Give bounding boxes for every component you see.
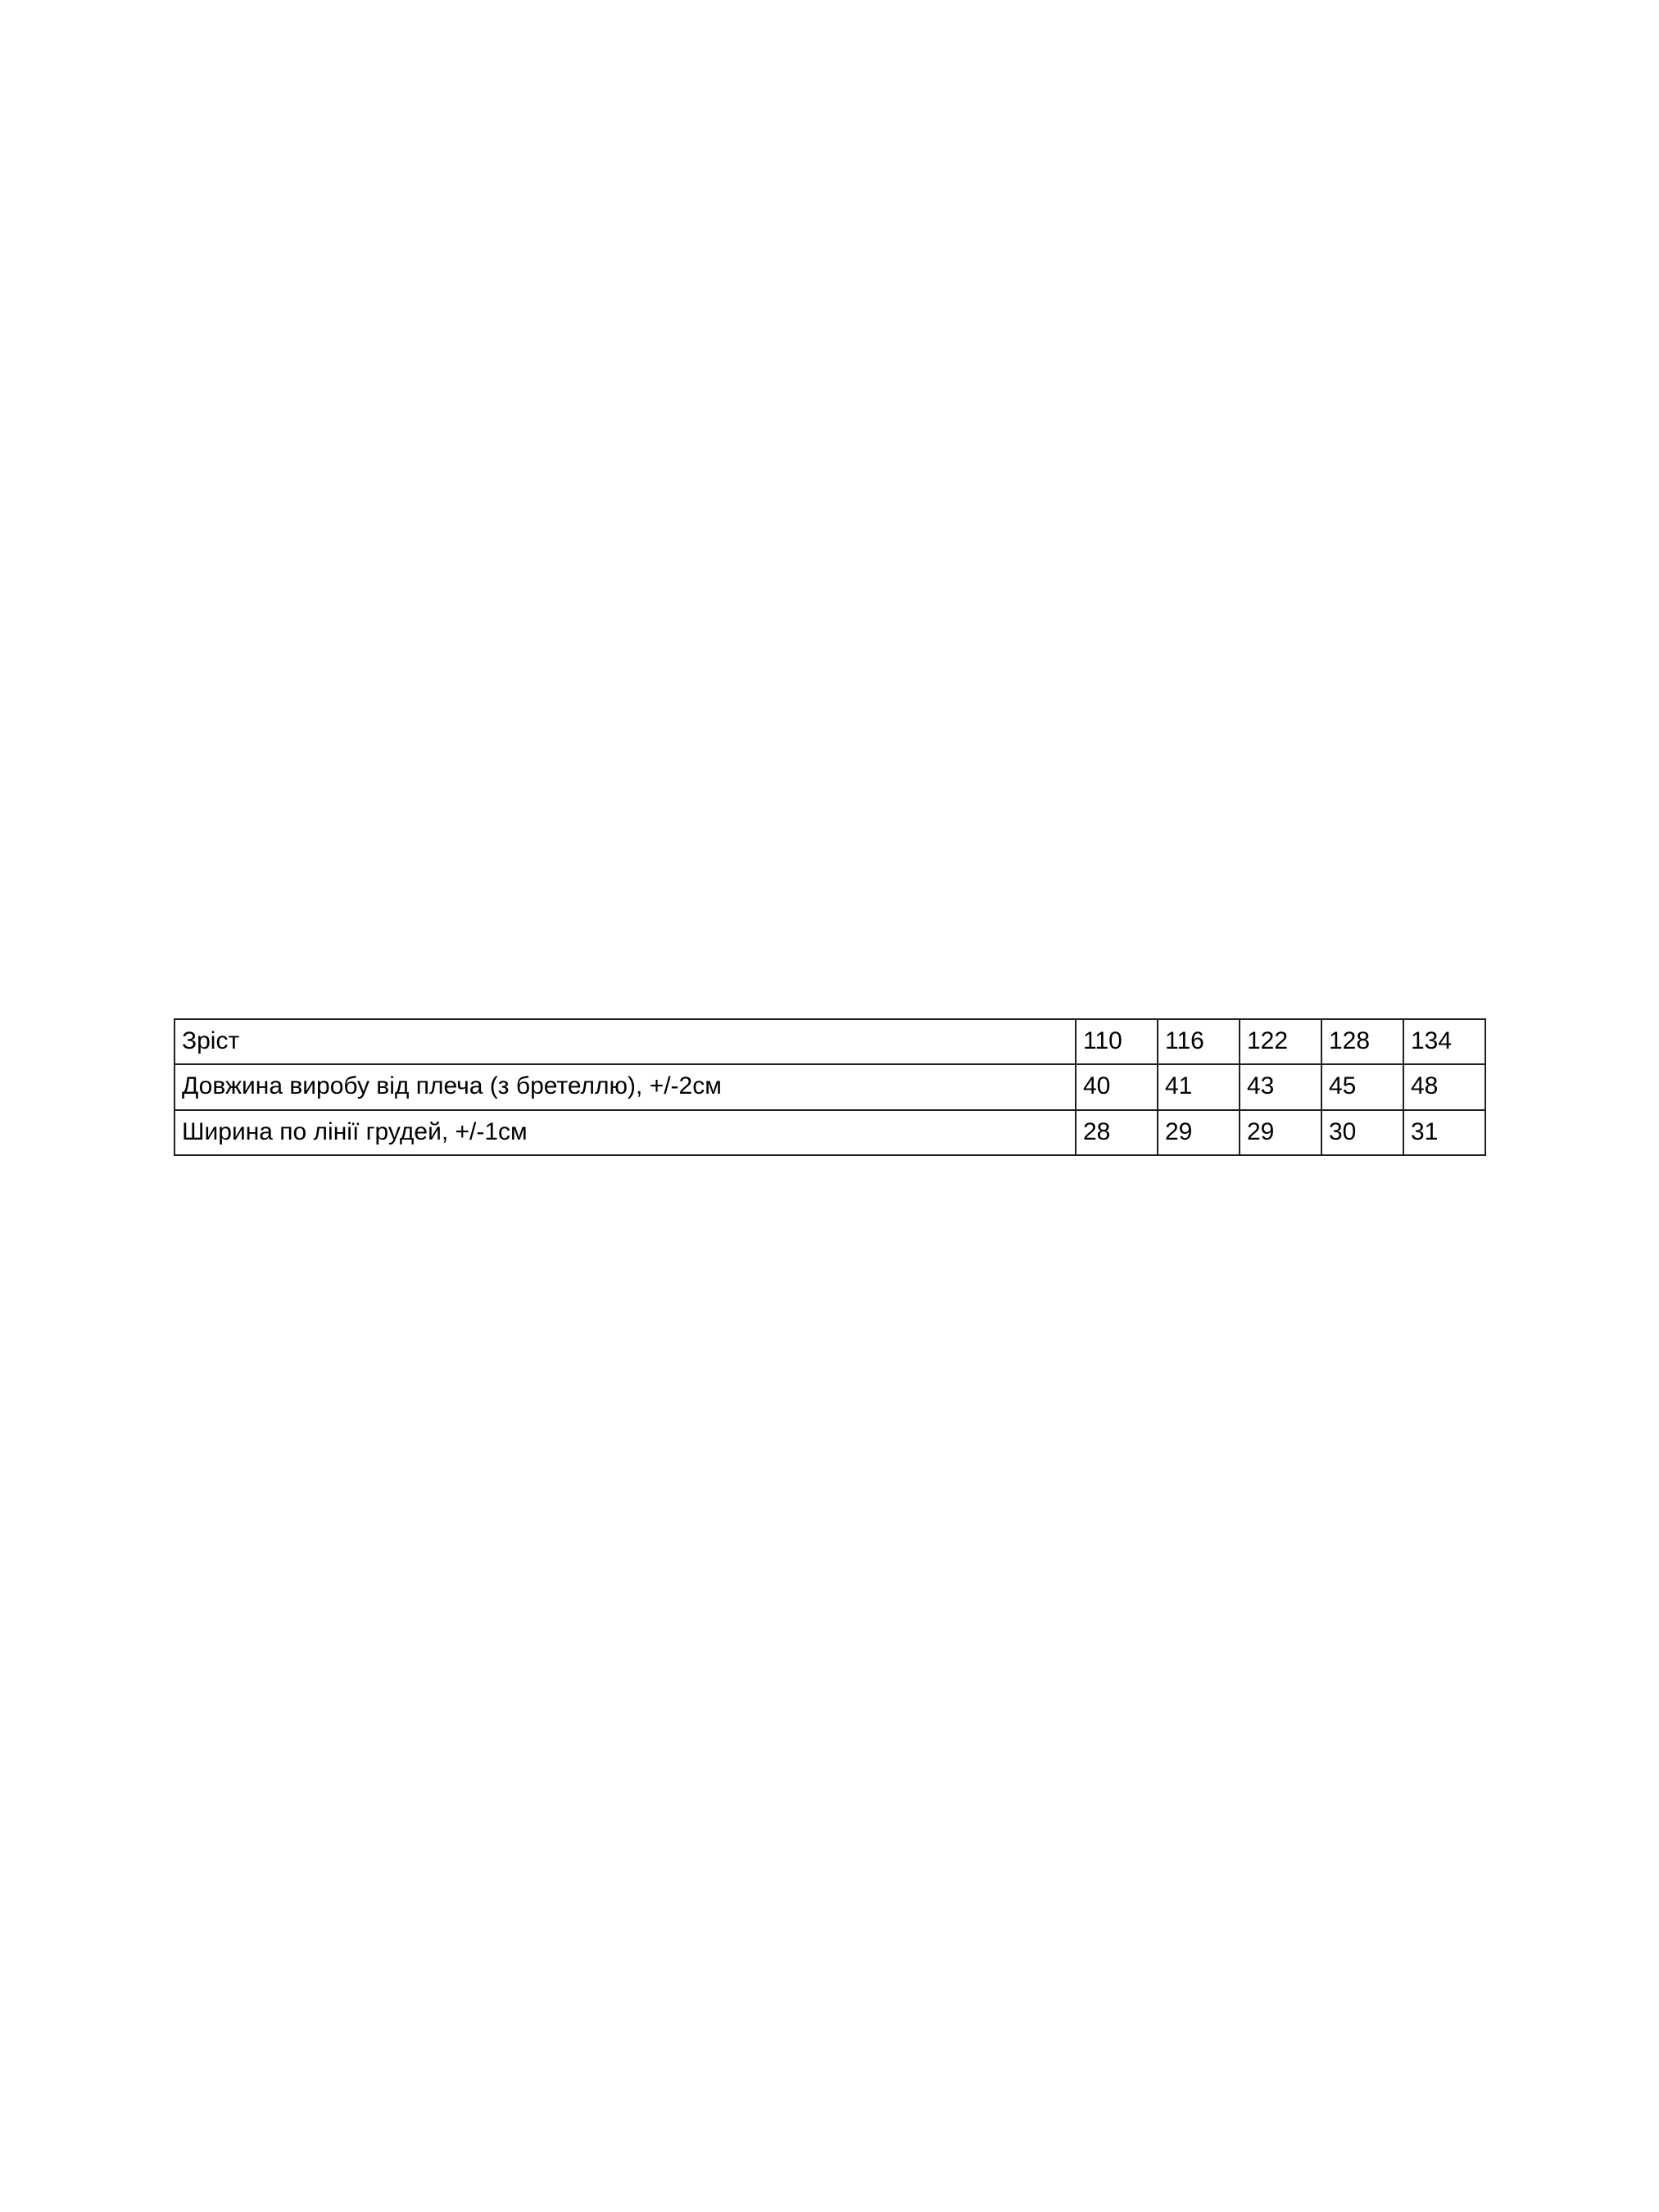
row-value: 110 (1076, 1019, 1158, 1064)
row-value: 43 (1240, 1064, 1321, 1109)
row-value: 116 (1158, 1019, 1240, 1064)
row-value: 29 (1158, 1110, 1240, 1155)
row-value: 30 (1321, 1110, 1403, 1155)
row-value: 45 (1321, 1064, 1403, 1109)
row-label: Зріст (175, 1019, 1076, 1064)
row-value: 128 (1321, 1019, 1403, 1064)
size-table (174, 1018, 1486, 1156)
row-value: 41 (1158, 1064, 1240, 1109)
row-value: 48 (1403, 1064, 1485, 1109)
table-row (175, 1110, 1485, 1155)
row-value: 31 (1403, 1110, 1485, 1155)
row-value: 40 (1076, 1064, 1158, 1109)
row-label: Ширина по лінії грудей, +/-1см (175, 1110, 1076, 1155)
row-label: Довжина виробу від плеча (з бретеллю), +/-2см (175, 1064, 1076, 1109)
row-value: 134 (1403, 1019, 1485, 1064)
size-table-body (175, 1019, 1485, 1155)
size-table-container (174, 1018, 1484, 1156)
row-value: 122 (1240, 1019, 1321, 1064)
row-value: 29 (1240, 1110, 1321, 1155)
row-value: 28 (1076, 1110, 1158, 1155)
table-row (175, 1019, 1485, 1064)
table-row (175, 1064, 1485, 1109)
